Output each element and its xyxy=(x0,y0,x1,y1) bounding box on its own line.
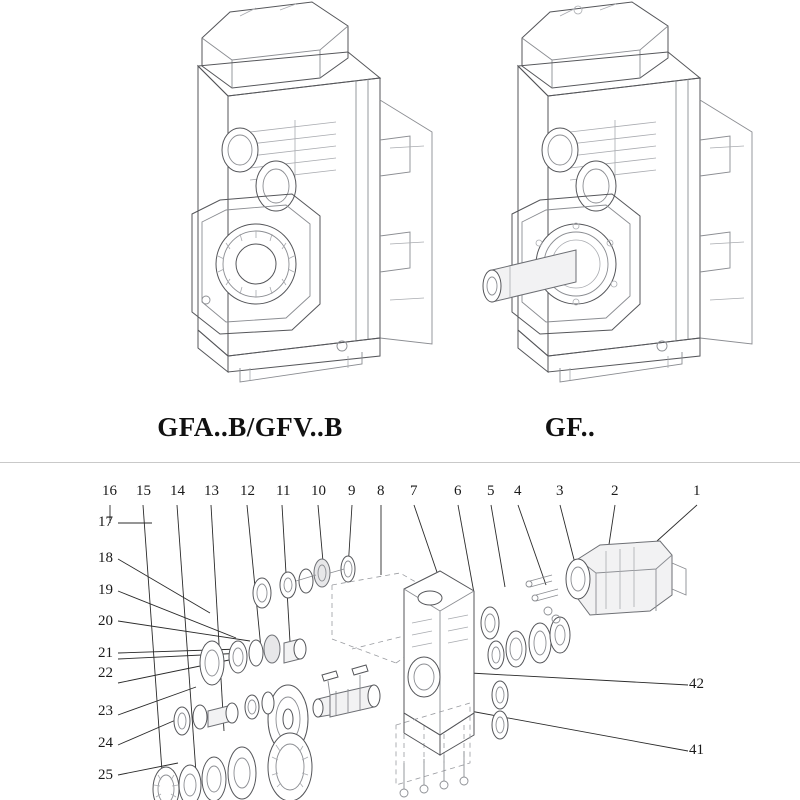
callout-12: 12 xyxy=(240,483,255,499)
gearbox-drawing-gf xyxy=(400,0,760,400)
callout-42: 42 xyxy=(689,676,704,692)
callout-17: 17 xyxy=(98,514,113,530)
callout-15: 15 xyxy=(136,483,151,499)
callout-25: 25 xyxy=(98,767,113,783)
callout-8: 8 xyxy=(377,483,385,499)
caption-gfa-b: GFA..B/GFV..B xyxy=(157,412,343,442)
callout-2: 2 xyxy=(611,483,619,499)
callout-41: 41 xyxy=(689,742,704,758)
callout-13: 13 xyxy=(204,483,219,499)
callout-21: 21 xyxy=(98,645,113,661)
callout-14: 14 xyxy=(170,483,185,499)
callout-3: 3 xyxy=(556,483,564,499)
callout-20: 20 xyxy=(98,613,113,629)
callout-7: 7 xyxy=(410,483,418,499)
callout-9: 9 xyxy=(348,483,356,499)
callout-6: 6 xyxy=(454,483,462,499)
exploded-view-panel xyxy=(0,463,800,800)
callout-19: 19 xyxy=(98,582,113,598)
callout-1: 1 xyxy=(693,483,701,499)
callout-5: 5 xyxy=(487,483,495,499)
callout-18: 18 xyxy=(98,550,113,566)
callout-10: 10 xyxy=(311,483,326,499)
gearbox-drawing-gfa-b xyxy=(80,0,440,400)
callout-22: 22 xyxy=(98,665,113,681)
callout-11: 11 xyxy=(276,483,291,499)
callout-4: 4 xyxy=(514,483,522,499)
callout-24: 24 xyxy=(98,735,113,751)
caption-gf: GF.. xyxy=(544,412,596,442)
callout-16: 16 xyxy=(102,483,117,499)
callout-23: 23 xyxy=(98,703,113,719)
